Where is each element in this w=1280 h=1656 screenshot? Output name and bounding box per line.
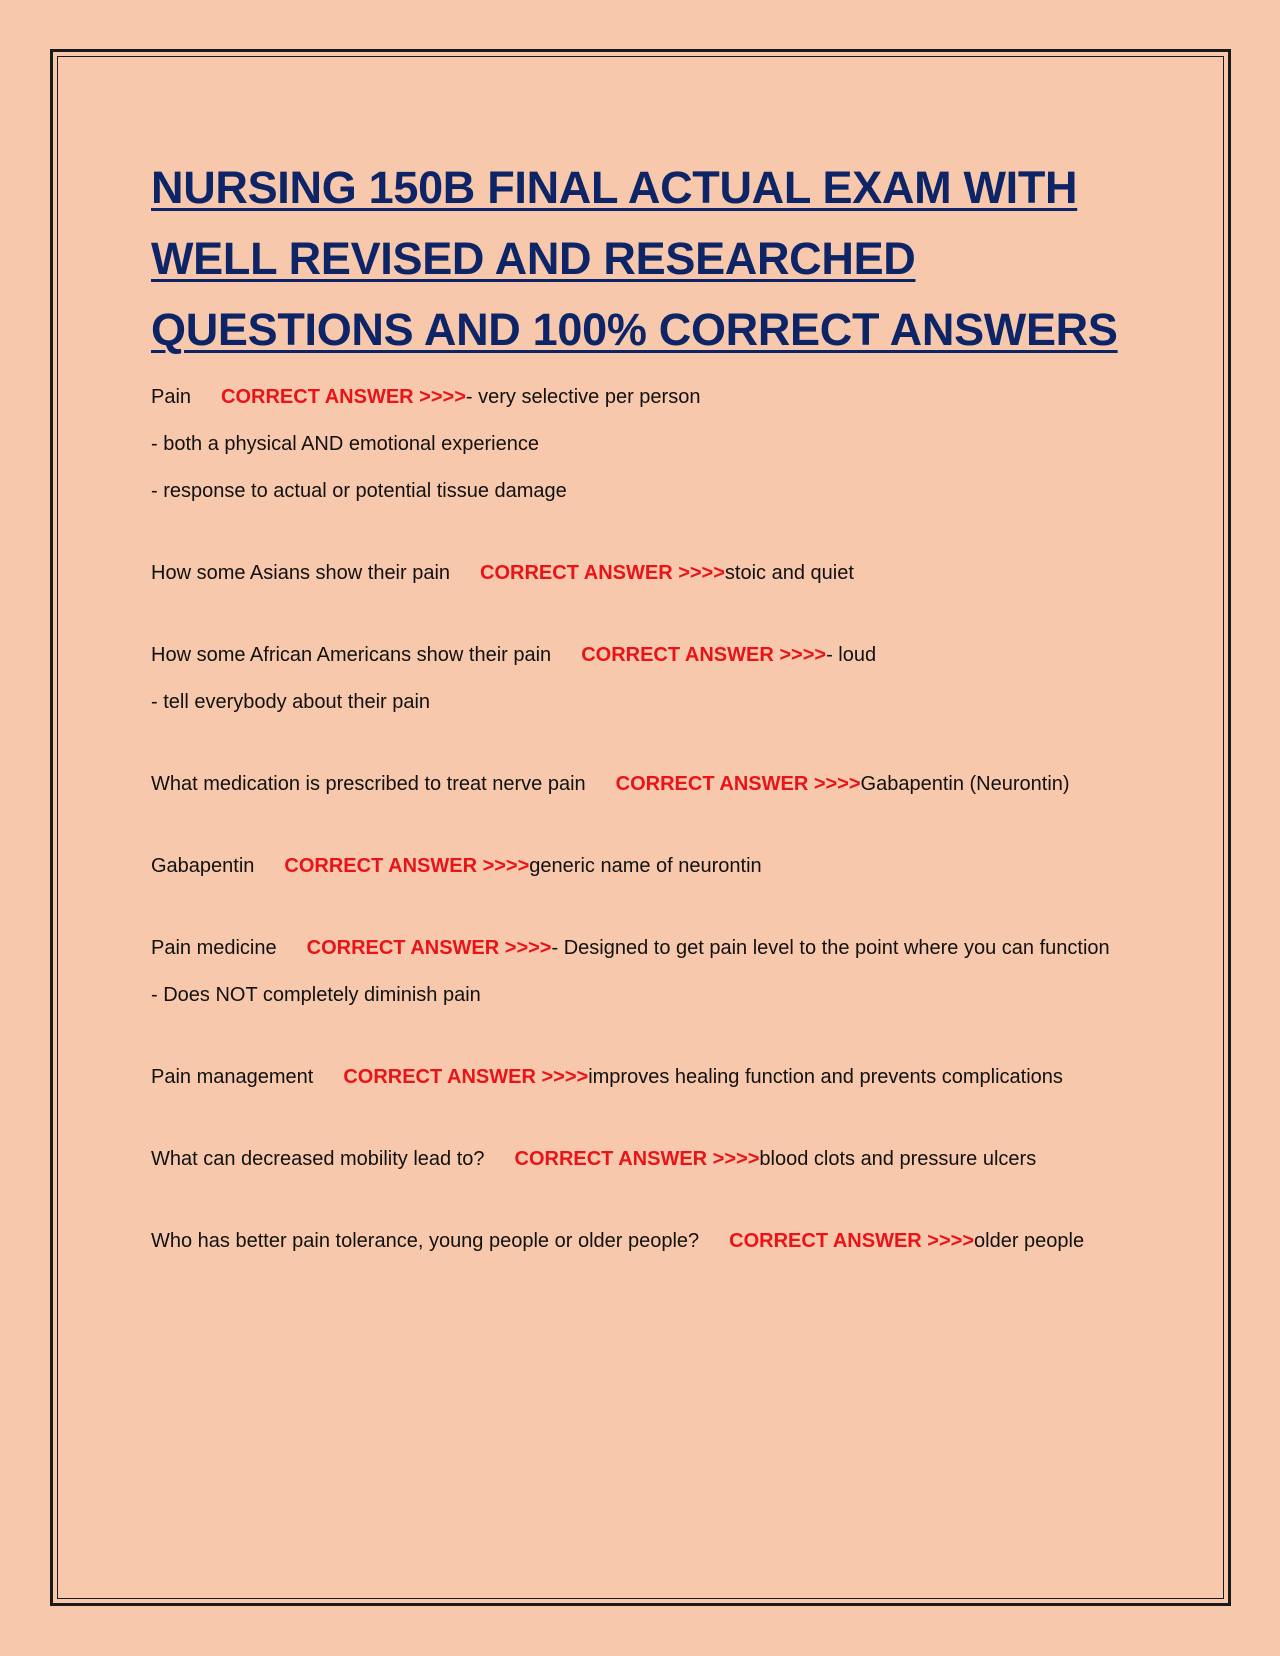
question-text: How some African Americans show their pain — [151, 644, 552, 666]
answer-extra-line: - tell everybody about their pain — [151, 691, 431, 713]
correct-answer-label: CORRECT ANSWER >>>> — [343, 1066, 589, 1088]
answer-text: improves healing function and prevents complications — [588, 1066, 1063, 1088]
qa-item — [151, 639, 1141, 718]
answer-text: generic name of neurontin — [529, 855, 762, 877]
qa-question-line — [151, 1143, 1141, 1175]
question-text: How some Asians show their pain — [151, 562, 451, 584]
correct-answer-label: CORRECT ANSWER >>>> — [306, 937, 552, 959]
correct-answer-label: CORRECT ANSWER >>>> — [615, 773, 861, 795]
question-text: Pain medicine — [151, 937, 277, 959]
correct-answer-label: CORRECT ANSWER >>>> — [581, 644, 827, 666]
qa-question-line — [151, 850, 1141, 882]
question-text: What medication is prescribed to treat nerve pain — [151, 773, 586, 795]
answer-text: - very selective per person — [465, 386, 701, 408]
answer-text: - Designed to get pain level to the point where you can function — [551, 937, 1110, 959]
question-text: Gabapentin — [151, 855, 255, 877]
document-body — [151, 152, 1141, 1307]
qa-question-line — [151, 932, 1141, 964]
answer-text: Gabapentin (Neurontin) — [860, 773, 1070, 795]
qa-item — [151, 768, 1141, 800]
qa-question-line — [151, 1061, 1141, 1093]
qa-item — [151, 850, 1141, 882]
qa-question-line — [151, 1225, 1141, 1257]
qa-question-line — [151, 381, 1141, 413]
answer-extra-line: - Does NOT completely diminish pain — [151, 984, 481, 1006]
answer-extra-line: - both a physical AND emotional experience — [151, 433, 539, 455]
answer-text: blood clots and pressure ulcers — [759, 1148, 1037, 1170]
correct-answer-label: CORRECT ANSWER >>>> — [284, 855, 530, 877]
qa-item — [151, 381, 1141, 507]
qa-item — [151, 1061, 1141, 1093]
question-text: Pain — [151, 386, 192, 408]
document-title: NURSING 150B FINAL ACTUAL EXAM WITH WELL REVISED AND RESEARCHED QUESTIONS AND 100% CORRECT ANSWERS — [151, 162, 1118, 355]
correct-answer-label: CORRECT ANSWER >>>> — [480, 562, 725, 584]
qa-item — [151, 932, 1141, 1011]
answer-extra-line: - response to actual or potential tissue damage — [151, 480, 567, 502]
qa-question-line — [151, 557, 1141, 589]
question-text: What can decreased mobility lead to? — [151, 1148, 485, 1170]
question-text: Pain management — [151, 1066, 314, 1088]
qa-list — [151, 381, 1141, 1257]
qa-item — [151, 557, 1141, 589]
qa-question-line — [151, 768, 1141, 800]
answer-text: stoic and quiet — [724, 562, 854, 584]
correct-answer-label: CORRECT ANSWER >>>> — [729, 1230, 975, 1252]
correct-answer-label: CORRECT ANSWER >>>> — [221, 386, 466, 408]
qa-question-line — [151, 639, 1141, 671]
qa-item — [151, 1225, 1141, 1257]
answer-text: older people — [974, 1230, 1085, 1252]
question-text: Who has better pain tolerance, young people or older people? — [151, 1230, 700, 1252]
qa-item — [151, 1143, 1141, 1175]
answer-text: - loud — [826, 644, 877, 666]
correct-answer-label: CORRECT ANSWER >>>> — [514, 1148, 760, 1170]
